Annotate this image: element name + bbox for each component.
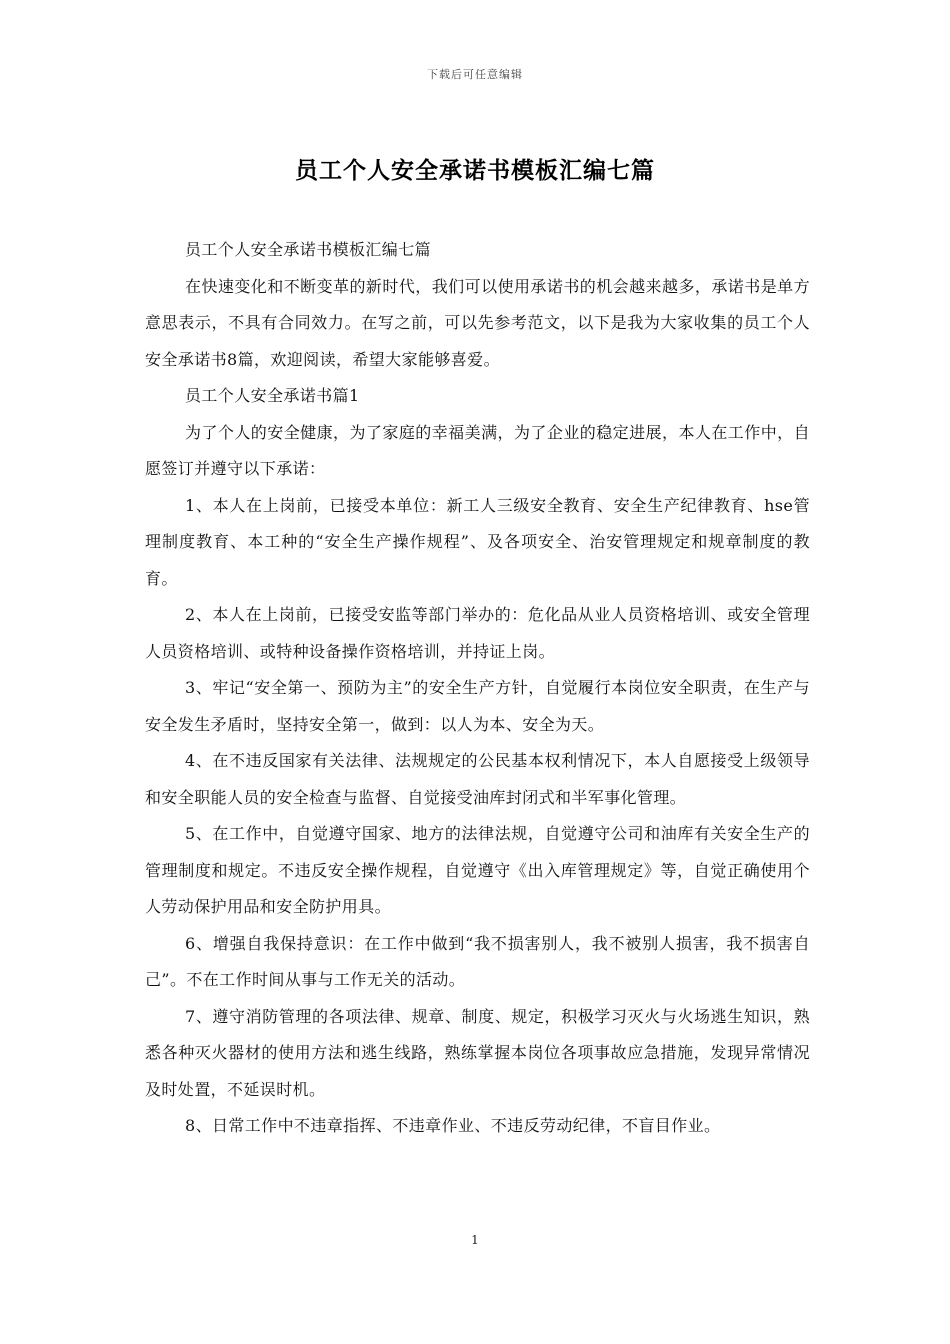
list-item: 2、本人在上岗前，已接受安监等部门举办的：危化品从业人员资格培训、或安全管理人员资格培训、或特种设备操作资格培训，并持证上岗。	[145, 605, 810, 661]
list-item: 1、本人在上岗前，已接受本单位：新工人三级安全教育、安全生产纪律教育、hse管理制度教育、本工种的“安全生产操作规程”、及各项安全、治安管理规定和规章制度的教育。	[145, 495, 810, 588]
document-title: 员工个人安全承诺书模板汇编七篇	[295, 157, 655, 184]
list-item: 8、日常工作中不违章指挥、不违章作业、不违反劳动纪律，不盲目作业。	[185, 1116, 721, 1135]
page-number: 1	[471, 1233, 479, 1247]
list-item: 6、增强自我保持意识：在工作中做到“我不损害别人，我不被别人损害，我不损害自己”。不在工作时间从事与工作无关的活动。	[145, 933, 810, 989]
document-body	[145, 232, 810, 1145]
body-paragraph: 为了个人的安全健康，为了家庭的幸福美满，为了企业的稳定进展，本人在工作中，自愿签订并遵守以下承诺：	[145, 422, 810, 478]
page-header: 下载后可任意编辑	[427, 68, 523, 81]
section-heading: 员工个人安全承诺书篇1	[185, 386, 360, 405]
body-paragraph: 在快速变化和不断变革的新时代，我们可以使用承诺书的机会越来越多，承诺书是单方意思表示，不具有合同效力。在写之前，可以先参考范文，以下是我为大家收集的员工个人安全承诺书8篇，欢迎阅读，希望大家能够喜爱。	[145, 276, 810, 369]
list-item: 7、遵守消防管理的各项法律、规章、制度、规定，积极学习灭火与火场逃生知识，熟悉各种灭火器材的使用方法和逃生线路，熟练掌握本岗位各项事故应急措施，发现异常情况及时处置，不延误时机。	[145, 1006, 810, 1099]
list-item: 3、牢记“安全第一、预防为主”的安全生产方针，自觉履行本岗位安全职责，在生产与安全发生矛盾时，坚持安全第一，做到：以人为本、安全为天。	[145, 678, 810, 734]
body-paragraph: 员工个人安全承诺书模板汇编七篇	[185, 240, 432, 259]
list-item: 5、在工作中，自觉遵守国家、地方的法律法规，自觉遵守公司和油库有关安全生产的管理制度和规定。不违反安全操作规程，自觉遵守《出入库管理规定》等，自觉正确使用个人劳动保护用品和安全防护用具。	[145, 824, 810, 916]
list-item: 4、在不违反国家有关法律、法规规定的公民基本权利情况下，本人自愿接受上级领导和安全职能人员的安全检查与监督、自觉接受油库封闭式和半军事化管理。	[145, 751, 810, 807]
